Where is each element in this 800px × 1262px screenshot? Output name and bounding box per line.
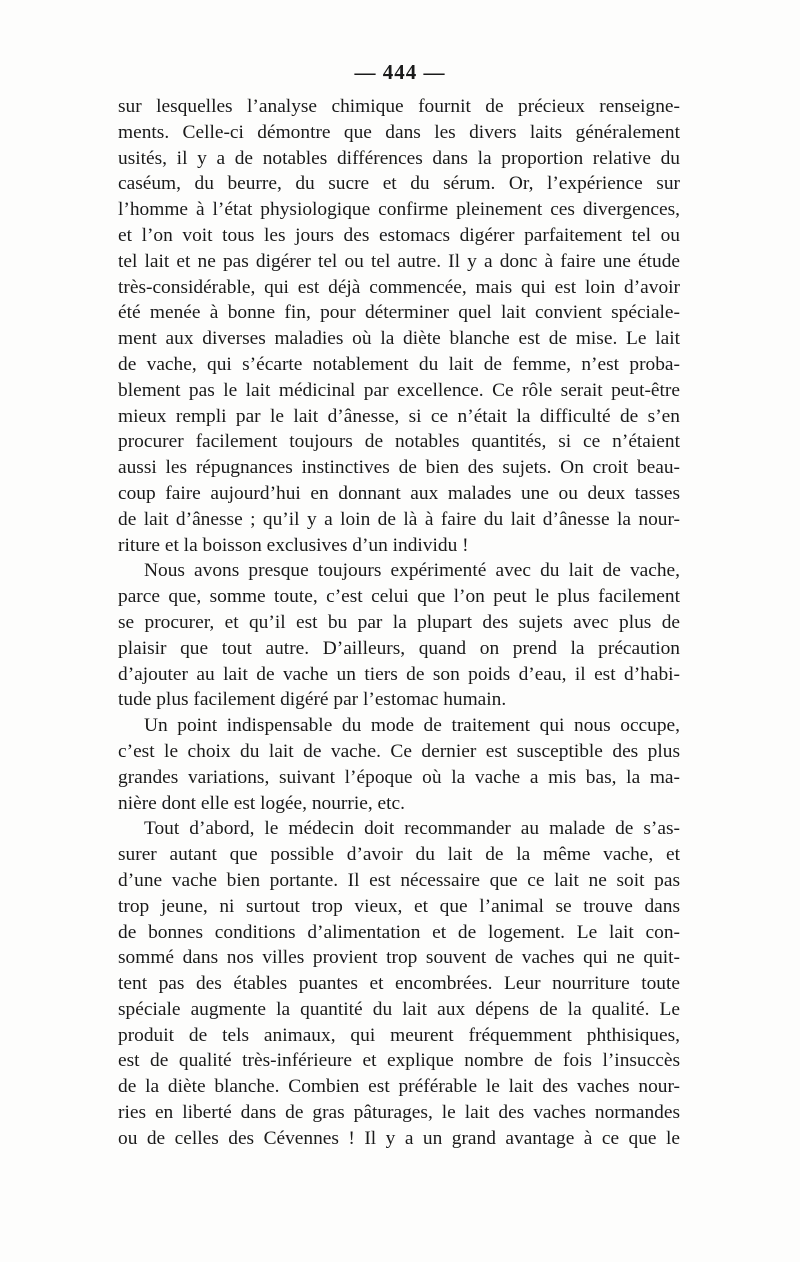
text-line: ment aux diverses maladies où la diète blanche est de mise. Le lait bbox=[118, 328, 680, 350]
page-number: — 444 — bbox=[354, 60, 446, 84]
text-line: est de qualité très-inférieure et explique nombre de fois l’insuccès bbox=[118, 1050, 680, 1072]
text-line: parce que, somme toute, c’est celui que l’on peut le plus facilement bbox=[118, 586, 680, 608]
text-line: d’ajouter au lait de vache un tiers de son poids d’eau, il est d’habi- bbox=[118, 663, 680, 685]
text-line: aussi les répugnances instinctives de bien des sujets. On croit beau- bbox=[118, 457, 680, 479]
text-line: ou de celles des Cévennes ! Il y a un grand avantage à ce que le bbox=[118, 1127, 680, 1149]
text-line: tude plus facilement digéré par l’estomac humain. bbox=[118, 689, 507, 711]
text-line: procurer facilement toujours de notables quantités, si ce n’étaient bbox=[118, 431, 680, 453]
text-line: et l’on voit tous les jours des estomacs digérer parfaitement tel ou bbox=[118, 224, 680, 246]
text-line: produit de tels animaux, qui meurent fréquemment phthisiques, bbox=[118, 1024, 680, 1046]
text-line: de bonnes conditions d’alimentation et de logement. Le lait con- bbox=[118, 921, 680, 943]
text-line: spéciale augmente la quantité du lait aux dépens de la qualité. Le bbox=[118, 998, 680, 1020]
text-line: surer autant que possible d’avoir du lait de la même vache, et bbox=[118, 844, 680, 866]
text-line: de lait d’ânesse ; qu’il y a loin de là à faire du lait d’ânesse la nour- bbox=[118, 508, 680, 530]
text-line: de la diète blanche. Combien est préférable le lait des vaches nour- bbox=[118, 1076, 680, 1098]
text-line: tel lait et ne pas digérer tel ou tel autre. Il y a donc à faire une étude bbox=[118, 250, 680, 272]
text-line: sur lesquelles l’analyse chimique fournit de précieux renseigne- bbox=[118, 96, 680, 117]
text-line: caséum, du beurre, du sucre et du sérum. Or, l’expérience sur bbox=[118, 173, 680, 195]
text-line: l’homme à l’état physiologique confirme pleinement ces divergences, bbox=[118, 199, 680, 221]
text-line: blement pas le lait médicinal par excellence. Ce rôle serait peut-être bbox=[118, 379, 680, 401]
text-line: très-considérable, qui est déjà commencée, mais qui est loin d’avoir bbox=[118, 276, 680, 298]
text-line: Un point indispensable du mode de traitement qui nous occupe, bbox=[144, 715, 680, 737]
text-line: se procurer, et qu’il est bu par la plupart des sujets avec plus de bbox=[118, 611, 680, 633]
text-line: sommé dans nos villes provient trop souvent de vaches qui ne quit- bbox=[118, 947, 680, 969]
text-line: riture et la boisson exclusives d’un individu ! bbox=[118, 534, 469, 556]
text-line: c’est le choix du lait de vache. Ce dernier est susceptible des plus bbox=[118, 740, 680, 762]
text-line: plaisir que tout autre. D’ailleurs, quand on prend la précaution bbox=[118, 637, 680, 659]
text-line: Nous avons presque toujours expérimenté avec du lait de vache, bbox=[144, 560, 680, 582]
text-line: mieux rempli par le lait d’ânesse, si ce n’était la difficulté de s’en bbox=[118, 405, 680, 427]
text-line: tent pas des étables puantes et encombrées. Leur nourriture toute bbox=[118, 973, 680, 995]
body-text bbox=[118, 94, 680, 1152]
text-line: ments. Celle-ci démontre que dans les divers laits généralement bbox=[118, 121, 680, 143]
text-line: de vache, qui s’écarte notablement du lait de femme, n’est proba- bbox=[118, 353, 680, 375]
text-line: grandes variations, suivant l’époque où la vache a mis bas, la ma- bbox=[118, 766, 680, 788]
text-line: usités, il y a de notables différences dans la proportion relative du bbox=[118, 147, 680, 169]
text-line: nière dont elle est logée, nourrie, etc. bbox=[118, 792, 405, 814]
text-line: coup faire aujourd’hui en donnant aux malades une ou deux tasses bbox=[118, 482, 680, 504]
text-line: d’une vache bien portante. Il est nécessaire que ce lait ne soit pas bbox=[118, 869, 680, 891]
text-line: ries en liberté dans de gras pâturages, le lait des vaches normandes bbox=[118, 1102, 680, 1124]
text-line: trop jeune, ni surtout trop vieux, et que l’animal se trouve dans bbox=[118, 895, 680, 917]
text-line: été menée à bonne fin, pour déterminer quel lait convient spéciale- bbox=[118, 302, 680, 324]
text-line: Tout d’abord, le médecin doit recommander au malade de s’as- bbox=[144, 818, 680, 840]
